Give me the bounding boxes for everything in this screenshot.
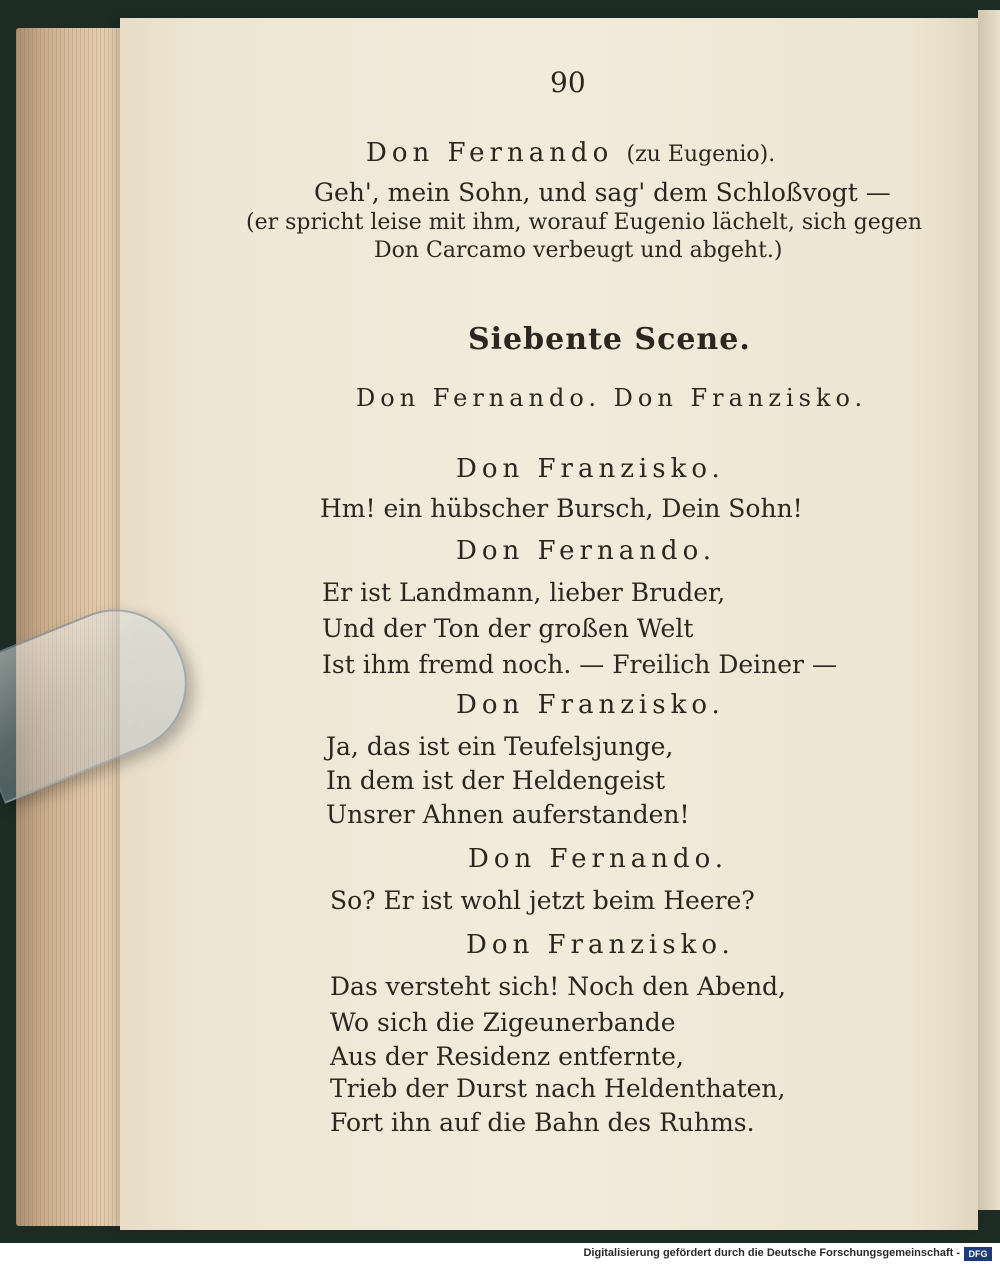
stage-direction: Don Carcamo verbeugt und abgeht.) bbox=[374, 238, 783, 263]
verse-line: In dem ist der Heldengeist bbox=[326, 766, 666, 795]
cast-list: Don Fernando. Don Franzisko. bbox=[356, 384, 868, 412]
speaker-heading: Don Fernando. bbox=[468, 844, 729, 874]
verse-line: Fort ihn auf die Bahn des Ruhms. bbox=[330, 1108, 755, 1137]
speaker-name: Don Fernando bbox=[366, 138, 614, 168]
verse-line: Das versteht sich! Noch den Abend, bbox=[330, 972, 787, 1001]
verse-line: So? Er ist wohl jetzt beim Heere? bbox=[330, 886, 755, 915]
funding-credit: Digitalisierung gefördert durch die Deutsche Forschungsgemeinschaft - bbox=[583, 1247, 960, 1259]
verse-line: Unsrer Ahnen auferstanden! bbox=[326, 800, 690, 829]
verse-line: Ist ihm fremd noch. — Freilich Deiner — bbox=[322, 650, 837, 679]
speaker-heading: Don Fernando. bbox=[456, 536, 717, 566]
verse-line: Hm! ein hübscher Bursch, Dein Sohn! bbox=[320, 494, 803, 523]
speaker-heading: Don Franzisko. bbox=[466, 930, 735, 960]
speaker-heading: Don Franzisko. bbox=[456, 454, 725, 484]
verse-line: Trieb der Durst nach Heldenthaten, bbox=[330, 1074, 786, 1103]
verse-line: Wo sich die Zigeunerbande bbox=[330, 1008, 676, 1037]
verse-line: Er ist Landmann, lieber Bruder, bbox=[322, 578, 726, 607]
speaker-heading: Don Franzisko. bbox=[456, 690, 725, 720]
stage-direction: (zu Eugenio). bbox=[626, 142, 776, 167]
verse-line: Und der Ton der großen Welt bbox=[322, 614, 694, 643]
page-number: 90 bbox=[550, 66, 586, 99]
verse-line: Aus der Residenz entfernte, bbox=[330, 1042, 684, 1071]
speaker-heading bbox=[366, 138, 775, 168]
footer-bar bbox=[0, 1243, 1000, 1266]
verse-line: Ja, das ist ein Teufelsjunge, bbox=[326, 732, 674, 761]
scene-title: Siebente Scene. bbox=[468, 322, 751, 357]
next-page-edge bbox=[978, 10, 1000, 1210]
verse-line: Geh', mein Sohn, und sag' dem Schloßvogt — bbox=[314, 178, 891, 207]
dfg-logo: DFG bbox=[964, 1247, 992, 1261]
stage-direction: (er spricht leise mit ihm, worauf Eugenio lächelt, sich gegen bbox=[246, 210, 923, 235]
